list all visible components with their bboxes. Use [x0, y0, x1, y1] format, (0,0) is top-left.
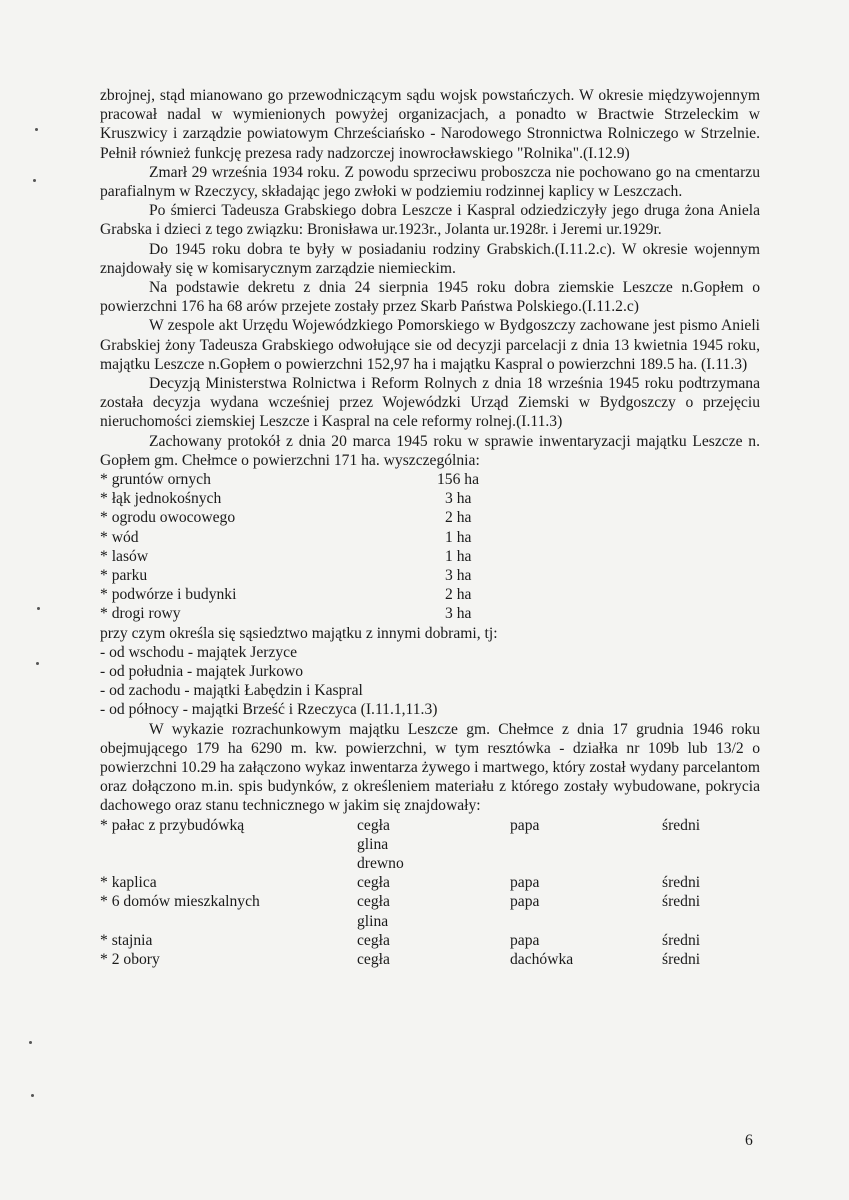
list-item	[100, 547, 760, 566]
land-area: 2 ha	[445, 509, 472, 527]
buildings-table	[100, 816, 760, 970]
table-row	[100, 873, 760, 892]
list-item	[100, 604, 760, 623]
building-material: cegła	[357, 874, 390, 892]
land-type: * łąk jednokośnych	[100, 490, 222, 508]
building-roof	[510, 912, 662, 931]
building-material: cegła	[357, 816, 390, 834]
building-name: * 6 domów mieszkalnych	[100, 893, 260, 911]
table-row	[100, 950, 760, 969]
land-type: * ogrodu owocowego	[100, 509, 236, 527]
land-type: * podwórze i budynki	[100, 586, 237, 604]
land-area: 3 ha	[445, 490, 472, 508]
building-name	[100, 854, 357, 873]
land-type: * lasów	[100, 547, 149, 565]
building-roof: dachówka	[510, 951, 574, 969]
building-roof: papa	[510, 931, 540, 949]
paragraph: zbrojnej, stąd mianowano go przewodniczącym sądu wojsk powstańczych. W okresie międzywojennym pracował nadal w wymienionych powyżej organizacjach, a ponadto w Bractwie Strzeleckim w Kruszwicy i zarządzie powiatowym Chrześciańsko - Narodowego Stronnictwa Rolniczego w Strzelnie. Pełnił również funkcję prezesa rady nadzorczej inowrocławskiego "Rolnika".(I.12.9)	[100, 87, 760, 162]
list-item	[100, 470, 760, 489]
table-row	[100, 931, 760, 950]
building-name	[100, 835, 357, 854]
scan-speck	[33, 179, 36, 182]
list-item	[100, 528, 760, 547]
building-state	[662, 854, 760, 873]
scan-speck	[36, 662, 39, 665]
building-state: średni	[662, 816, 701, 834]
table-row	[100, 912, 760, 931]
land-list	[100, 470, 760, 624]
paragraph: W wykazie rozrachunkowym majątku Leszcze gm. Chełmce z dnia 17 grudnia 1946 roku obejmującego 179 ha 6290 m. kw. powierzchni, w tym resztówka - działka nr 109b lub 13/2 o powierzchni 10.29 ha załączono wykaz inwentarza żywego i martwego, który został wydany parcelantom oraz dołączono m.in. spis budynków, z określeniem materiału z którego zostały wybudowane, pokrycia dachowego oraz stanu technicznego w jakim się znajdowały:	[100, 720, 760, 815]
list-item	[100, 566, 760, 585]
land-area: 3 ha	[445, 605, 472, 623]
land-area: 156 ha	[437, 471, 480, 489]
land-type: * gruntów ornych	[100, 471, 211, 489]
paragraph: Zachowany protokół z dnia 20 marca 1945 roku w sprawie inwentaryzacji majątku Leszcze n. Gopłem gm. Chełmce o powierzchni 171 ha. wyszczególnia:	[100, 432, 760, 469]
land-area: 1 ha	[445, 547, 472, 565]
neighbor-item: - od północy - majątki Brześć i Rzeczyca (I.11.1,11.3)	[100, 701, 438, 719]
land-type: * parku	[100, 567, 148, 584]
land-area: 3 ha	[445, 567, 472, 584]
building-state: średni	[662, 951, 701, 969]
building-material: glina	[357, 835, 389, 853]
document-page	[100, 86, 760, 969]
building-name: * 2 obory	[100, 951, 160, 969]
list-item	[100, 489, 760, 508]
building-name: * stajnia	[100, 931, 153, 949]
building-roof: papa	[510, 893, 540, 911]
paragraph: Zmarł 29 września 1934 roku. Z powodu sprzeciwu proboszcza nie pochowano go na cmentarzu parafialnym w Rzeczycy, składając jego zwłoki w podziemiu rodzinnej kaplicy w Leszczach.	[100, 163, 760, 201]
land-area: 1 ha	[445, 528, 472, 546]
table-row	[100, 816, 760, 835]
page-number: 6	[745, 1132, 753, 1149]
neighbor-item: - od południa - majątek Jurkowo	[100, 662, 304, 680]
neighbors-intro: przy czym określa się sąsiedztwo majątku z innymi dobrami, tj:	[100, 624, 498, 642]
table-row	[100, 892, 760, 911]
list-item	[100, 508, 760, 527]
neighbor-item: - od zachodu - majątki Łabędzin i Kaspral	[100, 682, 363, 700]
table-row	[100, 835, 760, 854]
building-roof: papa	[510, 816, 540, 834]
paragraph: Do 1945 roku dobra te były w posiadaniu rodziny Grabskich.(I.11.2.c). W okresie wojennym znajdowały się w komisarycznym zarządzie niemieckim.	[100, 240, 760, 277]
building-state	[662, 835, 760, 854]
building-name	[100, 912, 357, 931]
land-type: * wód	[100, 528, 139, 546]
land-type: * drogi rowy	[100, 605, 181, 623]
building-material: cegła	[357, 893, 390, 911]
neighbor-item: - od wschodu - majątek Jerzyce	[100, 643, 298, 661]
paragraph: W zespole akt Urzędu Wojewódzkiego Pomorskiego w Bydgoszczy zachowane jest pismo Anieli Grabskiej żony Tadeusza Grabskiego odwołujące sie od decyzji parcelacji z dnia 13 kwietnia 1945 roku, majątku Leszcze n.Gopłem o powierzchni 152,97 ha i majątku Kaspral o powierzchni 189.5 ha. (I.11.3)	[100, 317, 760, 373]
land-area: 2 ha	[445, 586, 472, 604]
building-state: średni	[662, 893, 701, 911]
list-item	[100, 585, 760, 604]
scan-speck	[31, 1094, 34, 1097]
scan-speck	[37, 607, 40, 610]
building-state: średni	[662, 874, 701, 892]
building-roof: papa	[510, 874, 540, 892]
building-name: * pałac z przybudówką	[100, 816, 245, 834]
building-state	[662, 912, 760, 931]
table-row	[100, 854, 760, 873]
paragraph: Po śmierci Tadeusza Grabskiego dobra Leszcze i Kaspral odziedziczyły jego druga żona Aniela Grabska i dzieci z tego związku: Bronisława ur.1923r., Jolanta ur.1928r. i Jeremi ur.1929r.	[100, 202, 760, 239]
building-name: * kaplica	[100, 874, 157, 892]
scan-speck	[35, 128, 38, 131]
scan-speck	[29, 1041, 32, 1044]
building-material: drewno	[357, 855, 404, 872]
paragraph: Decyzją Ministerstwa Rolnictwa i Reform Rolnych z dnia 18 września 1945 roku podtrzymana została decyzja wydana wcześniej przez Wojewódzki Urząd Ziemski w Bydgoszczy o przejęciu nieruchomości ziemskiej Leszcze i Kaspral na cele reformy rolnej.(I.11.3)	[100, 375, 760, 431]
building-roof	[510, 835, 662, 854]
building-material: glina	[357, 912, 389, 930]
building-state: średni	[662, 931, 701, 949]
building-roof	[510, 854, 662, 873]
building-material: cegła	[357, 931, 390, 949]
paragraph: Na podstawie dekretu z dnia 24 sierpnia 1945 roku dobra ziemskie Leszcze n.Gopłem o powierzchni 176 ha 68 arów przejete zostały przez Skarb Państwa Polskiego.(I.11.2.c)	[100, 279, 760, 316]
building-material: cegła	[357, 951, 390, 969]
